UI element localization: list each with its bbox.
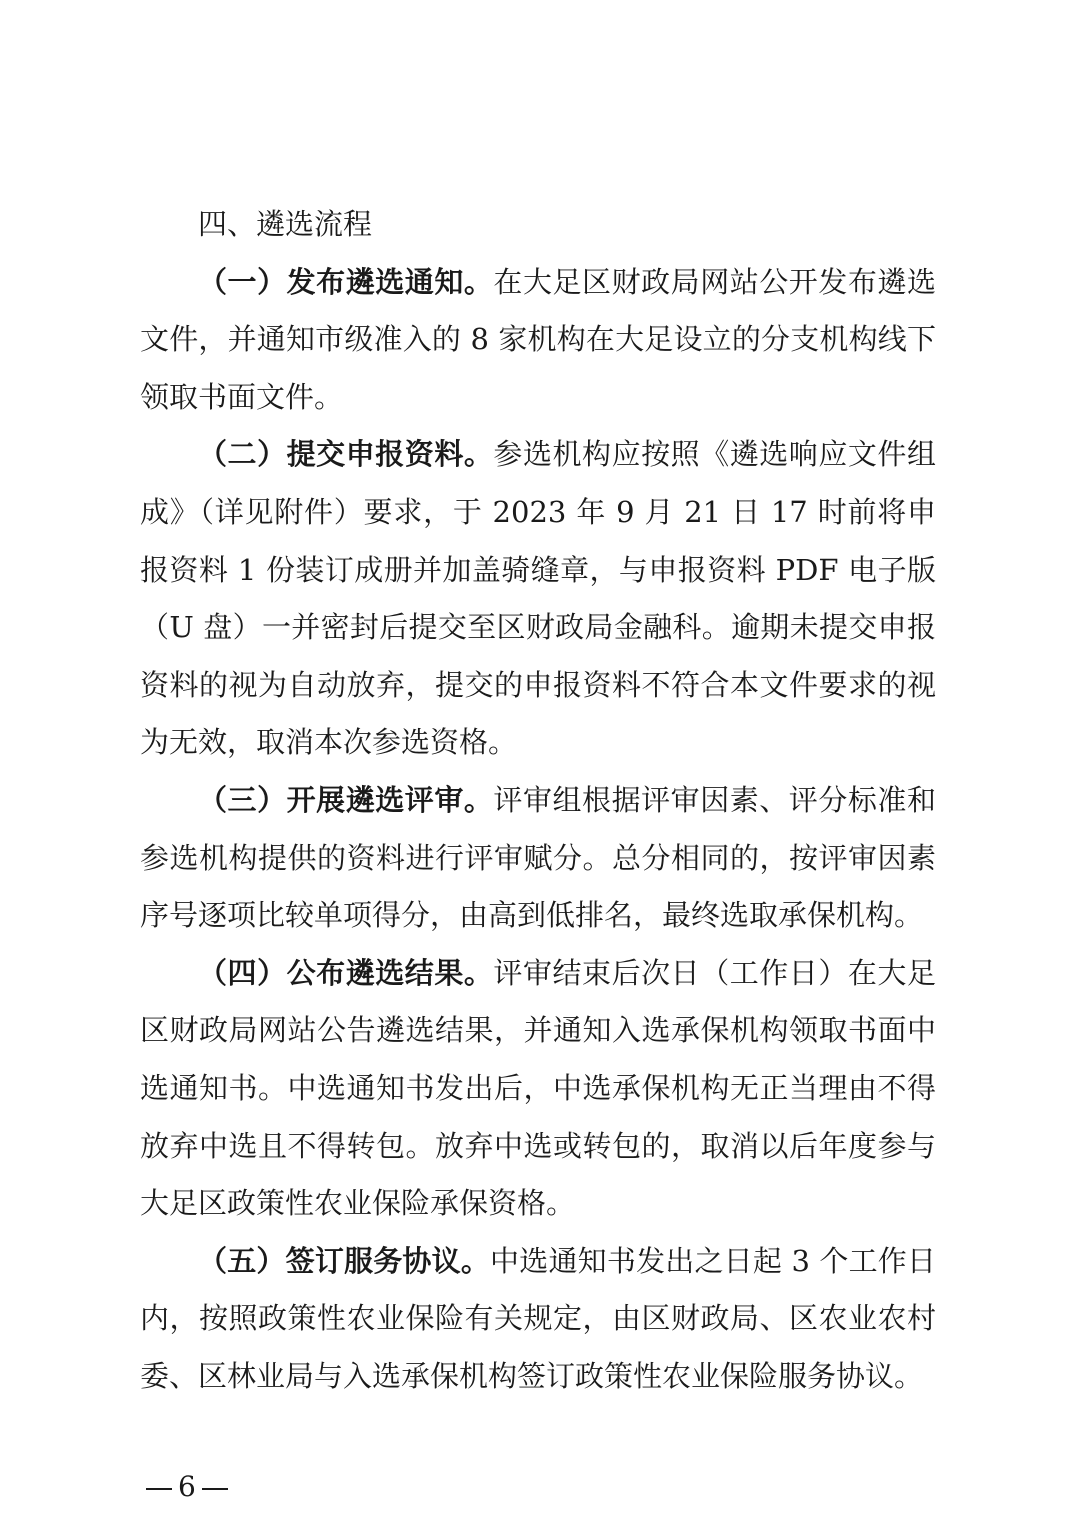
paragraph-text: 中选通知书发出之日起 3 个工作日内，按照政策性农业保险有关规定，由区财政局、区农业农村委、区林业局与入选承保机构签订政策性农业保险服务协议。 <box>140 1243 936 1393</box>
paragraph-text: 参选机构应按照《遴选响应文件组成》（详见附件）要求，于 2023 年 9 月 21 日 17 时前将申报资料 1 份装订成册并加盖骑缝章，与申报资料 PDF 电子版（U 盘）一并密封后提交至区财政局金融科。逾期未提交申报资料的视为自动放弃，提交的申报资料不符合本文件要求的视为无效，取消本次参选资格。 <box>140 437 936 760</box>
paragraph-review <box>140 772 936 945</box>
paragraph-publish-notice <box>140 254 936 427</box>
page-number-value: 6 <box>178 1470 196 1503</box>
paragraph-text: 评审组根据评审因素、评分标准和参选机构提供的资料进行评审赋分。总分相同的，按评审因素序号逐项比较单项得分，由高到低排名，最终选取承保机构。 <box>140 782 936 933</box>
paragraph-label: （三）开展遴选评审。 <box>198 782 494 817</box>
page-number <box>140 1470 234 1504</box>
dash-left <box>146 1488 172 1490</box>
paragraph-text: 评审结束后次日（工作日）在大足区财政局网站公告遴选结果，并通知入选承保机构领取书面中选通知书。中选通知书发出后，中选承保机构无正当理由不得放弃中选且不得转包。放弃中选或转包的，取消以后年度参与大足区政策性农业保险承保资格。 <box>140 955 936 1221</box>
document-body <box>140 196 936 1405</box>
dash-right <box>202 1488 228 1490</box>
paragraph-text: 在大足区财政局网站公开发布遴选文件，并通知市级准入的 8 家机构在大足设立的分支机构线下领取书面文件。 <box>140 264 936 414</box>
paragraph-label: （五）签订服务协议。 <box>198 1243 491 1278</box>
paragraph-submit-materials <box>140 426 936 772</box>
section-heading: 四、遴选流程 <box>198 207 373 241</box>
paragraph-sign-agreement <box>140 1233 936 1406</box>
paragraph-label: （二）提交申报资料。 <box>198 437 494 472</box>
paragraph-label: （四）公布遴选结果。 <box>198 955 494 990</box>
paragraph-announce-results <box>140 945 936 1233</box>
paragraph-label: （一）发布遴选通知。 <box>198 264 494 299</box>
